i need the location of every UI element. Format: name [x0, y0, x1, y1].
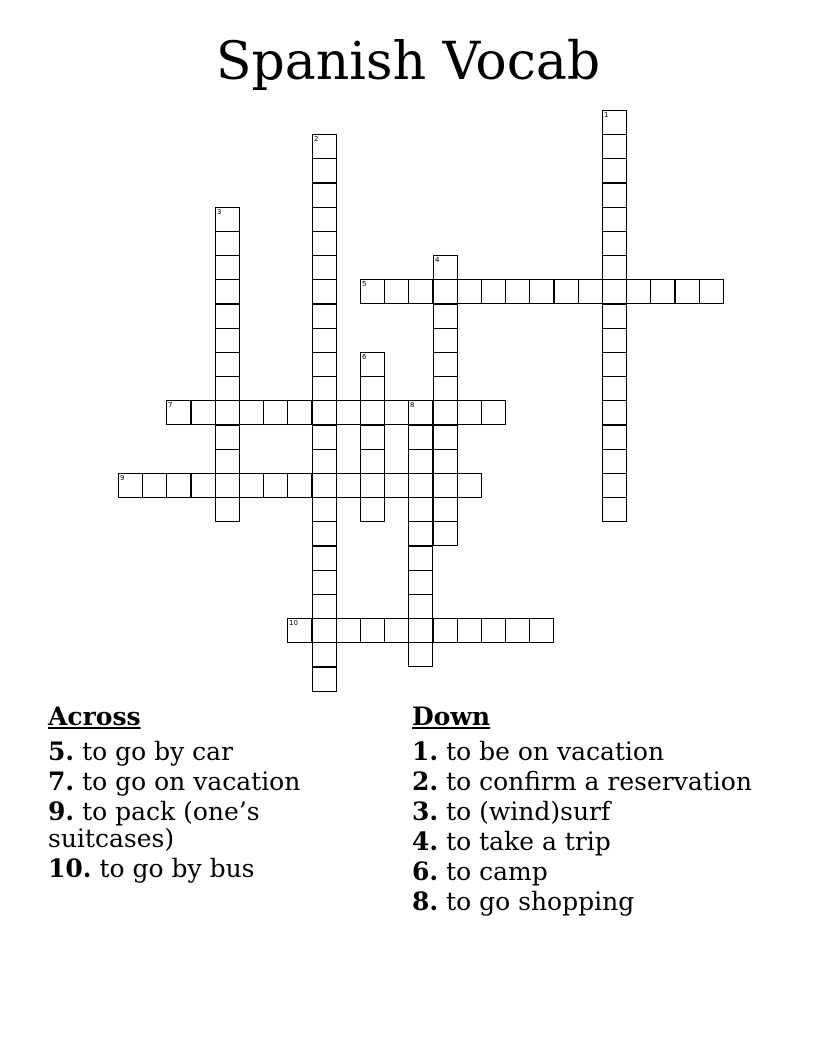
- down-clues: [412, 700, 752, 918]
- grid-cell[interactable]: [433, 328, 458, 353]
- grid-cell[interactable]: [215, 279, 240, 304]
- clue-text: to camp: [446, 857, 548, 886]
- grid-cell[interactable]: [360, 352, 385, 377]
- grid-cell[interactable]: [312, 642, 337, 667]
- grid-cell[interactable]: [408, 594, 433, 619]
- grid-cell[interactable]: [602, 207, 627, 232]
- grid-cell[interactable]: [481, 618, 506, 643]
- grid-cell[interactable]: [602, 255, 627, 280]
- grid-cell[interactable]: [602, 158, 627, 183]
- grid-cell[interactable]: [602, 328, 627, 353]
- grid-cell[interactable]: [602, 400, 627, 425]
- grid-cell[interactable]: [312, 183, 337, 208]
- grid-cell[interactable]: [408, 449, 433, 474]
- grid-cell[interactable]: [602, 183, 627, 208]
- across-clue-10: [48, 855, 378, 882]
- clue-text: to go by car: [82, 737, 234, 766]
- grid-cell[interactable]: [312, 400, 337, 425]
- across-clue-5: [48, 738, 378, 765]
- grid-cell[interactable]: [433, 376, 458, 401]
- grid-cell[interactable]: [529, 279, 554, 304]
- grid-cell[interactable]: [433, 400, 458, 425]
- grid-cell[interactable]: [312, 546, 337, 571]
- clue-number: 10.: [48, 854, 92, 883]
- clue-number: 4.: [412, 827, 439, 856]
- across-clue-9: [48, 798, 378, 852]
- grid-cell[interactable]: [312, 207, 337, 232]
- grid-cell[interactable]: [360, 279, 385, 304]
- clue-number: 3.: [412, 797, 439, 826]
- grid-cell[interactable]: [336, 473, 361, 498]
- grid-cell[interactable]: [215, 497, 240, 522]
- clue-number: 8.: [412, 887, 439, 916]
- grid-cell[interactable]: [505, 279, 530, 304]
- grid-cell[interactable]: [287, 473, 312, 498]
- grid-cell[interactable]: [408, 279, 433, 304]
- clue-text: to be on vacation: [446, 737, 665, 766]
- grid-cell[interactable]: [166, 473, 191, 498]
- grid-cell[interactable]: [312, 158, 337, 183]
- grid-cell[interactable]: [481, 400, 506, 425]
- grid-cell[interactable]: [263, 400, 288, 425]
- clue-text: to confirm a reservation: [446, 767, 752, 796]
- grid-cell[interactable]: [602, 110, 627, 135]
- cell-number: 5: [362, 280, 367, 288]
- grid-cell[interactable]: [675, 279, 700, 304]
- grid-cell[interactable]: [457, 400, 482, 425]
- grid-cell[interactable]: [215, 400, 240, 425]
- down-clue-8: [412, 888, 752, 915]
- grid-cell[interactable]: [433, 618, 458, 643]
- grid-cell[interactable]: [215, 352, 240, 377]
- grid-cell[interactable]: [215, 376, 240, 401]
- grid-cell[interactable]: [433, 425, 458, 450]
- grid-cell[interactable]: [360, 376, 385, 401]
- grid-cell[interactable]: [215, 304, 240, 329]
- grid-cell[interactable]: [408, 400, 433, 425]
- grid-cell[interactable]: [602, 279, 627, 304]
- grid-cell[interactable]: [287, 400, 312, 425]
- grid-cell[interactable]: [408, 497, 433, 522]
- grid-cell[interactable]: [360, 473, 385, 498]
- grid-cell[interactable]: [215, 255, 240, 280]
- clue-number: 6.: [412, 857, 439, 886]
- grid-cell[interactable]: [239, 400, 264, 425]
- grid-cell[interactable]: [602, 376, 627, 401]
- grid-cell[interactable]: [408, 618, 433, 643]
- grid-cell[interactable]: [312, 304, 337, 329]
- grid-cell[interactable]: [336, 618, 361, 643]
- cell-number: 3: [217, 208, 222, 216]
- cell-number: 10: [289, 619, 298, 627]
- clue-text: to (wind)surf: [446, 797, 611, 826]
- grid-cell[interactable]: [408, 546, 433, 571]
- grid-cell[interactable]: [360, 497, 385, 522]
- grid-cell[interactable]: [166, 400, 191, 425]
- grid-cell[interactable]: [433, 521, 458, 546]
- grid-cell[interactable]: [215, 328, 240, 353]
- grid-cell[interactable]: [650, 279, 675, 304]
- grid-cell[interactable]: [602, 449, 627, 474]
- down-clue-4: [412, 828, 752, 855]
- grid-cell[interactable]: [360, 400, 385, 425]
- grid-cell[interactable]: [433, 352, 458, 377]
- grid-cell[interactable]: [360, 425, 385, 450]
- grid-cell[interactable]: [312, 497, 337, 522]
- grid-cell[interactable]: [433, 473, 458, 498]
- cell-number: 4: [435, 256, 440, 264]
- grid-cell[interactable]: [312, 473, 337, 498]
- grid-cell[interactable]: [263, 473, 288, 498]
- clue-number: 7.: [48, 767, 75, 796]
- grid-cell[interactable]: [215, 425, 240, 450]
- grid-cell[interactable]: [457, 279, 482, 304]
- grid-cell[interactable]: [312, 449, 337, 474]
- grid-cell[interactable]: [191, 400, 216, 425]
- grid-cell[interactable]: [215, 449, 240, 474]
- grid-cell[interactable]: [384, 279, 409, 304]
- grid-cell[interactable]: [312, 255, 337, 280]
- grid-cell[interactable]: [408, 642, 433, 667]
- grid-cell[interactable]: [602, 231, 627, 256]
- clue-text: to go on vacation: [82, 767, 301, 796]
- grid-cell[interactable]: [360, 618, 385, 643]
- grid-cell[interactable]: [312, 328, 337, 353]
- grid-cell[interactable]: [602, 134, 627, 159]
- grid-cell[interactable]: [626, 279, 651, 304]
- across-heading: Across: [48, 702, 141, 731]
- grid-cell[interactable]: [312, 231, 337, 256]
- clue-number: 2.: [412, 767, 439, 796]
- clue-text: to pack (one’s suitcases): [48, 797, 260, 853]
- page-title: Spanish Vocab: [215, 32, 601, 92]
- grid-cell[interactable]: [481, 279, 506, 304]
- grid-cell[interactable]: [529, 618, 554, 643]
- grid-cell[interactable]: [554, 279, 579, 304]
- grid-cell[interactable]: [602, 304, 627, 329]
- grid-cell[interactable]: [433, 255, 458, 280]
- grid-cell[interactable]: [215, 231, 240, 256]
- grid-cell[interactable]: [312, 425, 337, 450]
- clue-number: 5.: [48, 737, 75, 766]
- down-clue-1: [412, 738, 752, 765]
- grid-cell[interactable]: [602, 352, 627, 377]
- grid-cell[interactable]: [408, 425, 433, 450]
- grid-cell[interactable]: [505, 618, 530, 643]
- cell-number: 7: [168, 401, 173, 409]
- grid-cell[interactable]: [578, 279, 603, 304]
- grid-cell[interactable]: [384, 473, 409, 498]
- grid-cell[interactable]: [433, 497, 458, 522]
- cell-number: 1: [604, 111, 609, 119]
- grid-cell[interactable]: [312, 134, 337, 159]
- grid-cell[interactable]: [408, 521, 433, 546]
- grid-cell[interactable]: [433, 279, 458, 304]
- down-clue-3: [412, 798, 752, 825]
- grid-cell[interactable]: [457, 473, 482, 498]
- clue-text: to go shopping: [446, 887, 635, 916]
- grid-cell[interactable]: [602, 425, 627, 450]
- grid-cell[interactable]: [408, 570, 433, 595]
- grid-cell[interactable]: [312, 570, 337, 595]
- across-clue-7: [48, 768, 378, 795]
- grid-cell[interactable]: [287, 618, 312, 643]
- down-heading: Down: [412, 702, 491, 731]
- grid-cell[interactable]: [239, 473, 264, 498]
- grid-cell[interactable]: [312, 352, 337, 377]
- clue-number: 9.: [48, 797, 75, 826]
- cell-number: 8: [410, 401, 415, 409]
- grid-cell[interactable]: [312, 279, 337, 304]
- grid-cell[interactable]: [215, 473, 240, 498]
- clue-text: to go by bus: [99, 854, 255, 883]
- grid-cell[interactable]: [312, 618, 337, 643]
- grid-cell[interactable]: [312, 521, 337, 546]
- grid-cell[interactable]: [336, 400, 361, 425]
- grid-cell[interactable]: [408, 473, 433, 498]
- grid-cell[interactable]: [384, 618, 409, 643]
- grid-cell[interactable]: [118, 473, 143, 498]
- across-clues: [48, 700, 378, 885]
- grid-cell[interactable]: [215, 207, 240, 232]
- grid-cell[interactable]: [360, 449, 385, 474]
- grid-cell[interactable]: [312, 667, 337, 692]
- grid-cell[interactable]: [384, 400, 409, 425]
- cell-number: 6: [362, 353, 367, 361]
- down-clue-6: [412, 858, 752, 885]
- grid-cell[interactable]: [191, 473, 216, 498]
- cell-number: 9: [120, 474, 125, 482]
- grid-cell[interactable]: [433, 304, 458, 329]
- grid-cell[interactable]: [312, 376, 337, 401]
- grid-cell[interactable]: [457, 618, 482, 643]
- grid-cell[interactable]: [142, 473, 167, 498]
- grid-cell[interactable]: [433, 449, 458, 474]
- grid-cell[interactable]: [699, 279, 724, 304]
- clue-number: 1.: [412, 737, 439, 766]
- cell-number: 2: [314, 135, 319, 143]
- down-clue-2: [412, 768, 752, 795]
- grid-cell[interactable]: [602, 497, 627, 522]
- clue-text: to take a trip: [446, 827, 611, 856]
- grid-cell[interactable]: [602, 473, 627, 498]
- grid-cell[interactable]: [312, 594, 337, 619]
